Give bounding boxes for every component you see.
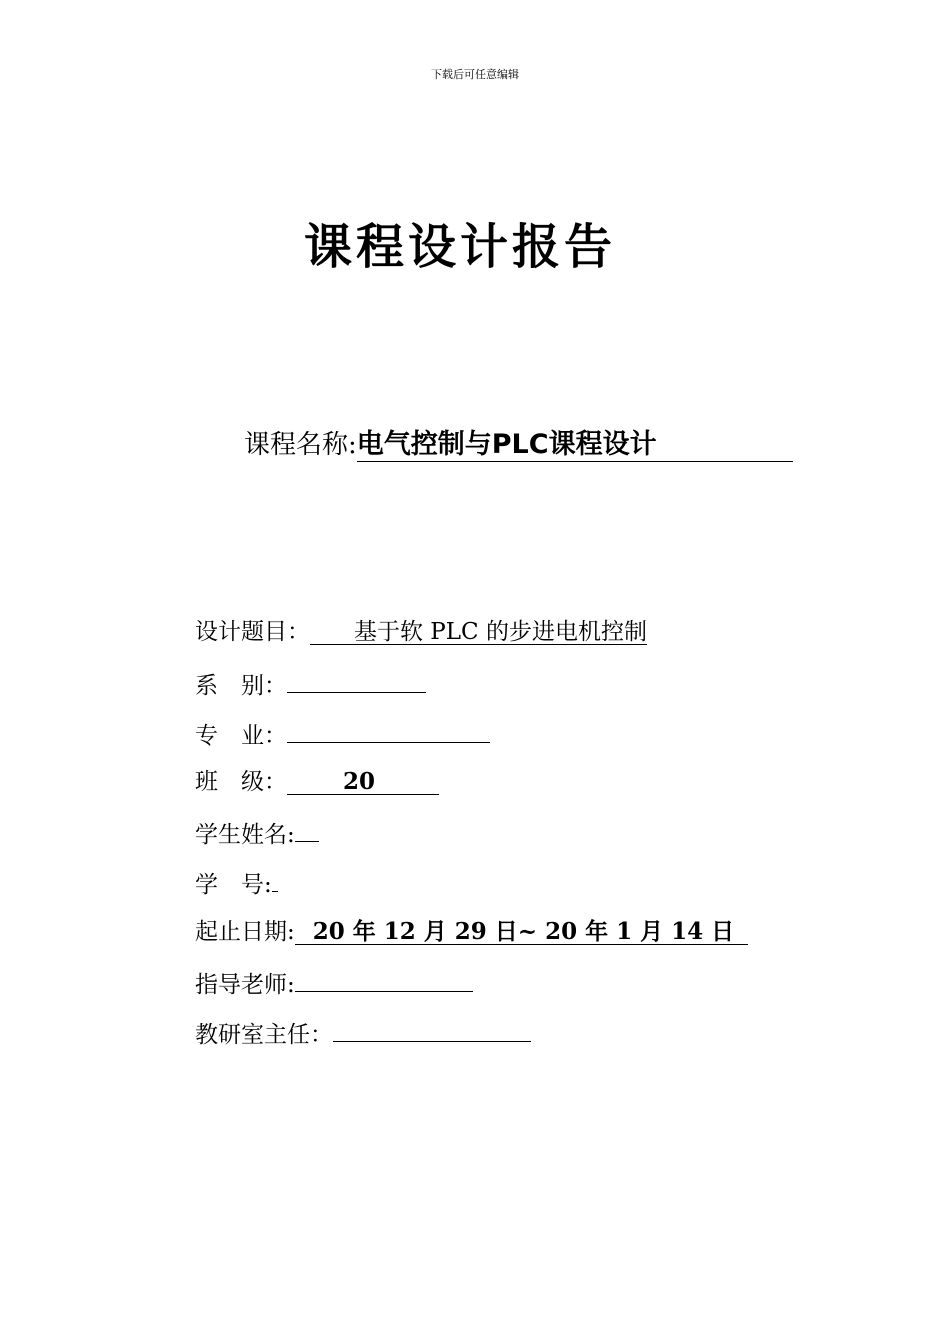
advisor-value [295, 967, 473, 992]
class-field [195, 767, 439, 797]
advisor-label: 指导老师: [195, 972, 295, 998]
major-label: 专 业： [195, 723, 287, 749]
report-title: 课程设计报告 [304, 219, 617, 275]
student-id-label: 学 号: [195, 872, 272, 898]
student-name-label: 学生姓名: [195, 822, 295, 848]
class-value: 20 [287, 770, 439, 795]
department-label: 系 别： [195, 673, 287, 699]
topic-value: 基于软 PLC 的步进电机控制 [310, 620, 647, 645]
course-name-value: 电气控制与PLC课程设计 [357, 422, 793, 462]
class-label: 班 级： [195, 769, 287, 795]
office-director-field [195, 1017, 531, 1050]
department-field [195, 668, 426, 701]
dates-value: 20 年 12 月 29 日~ 20 年 1 月 14 日 [295, 920, 748, 945]
topic-field [195, 617, 647, 647]
student-name-value [295, 817, 319, 842]
dates-label: 起止日期: [195, 919, 295, 945]
header-note: 下载后可任意编辑 [431, 68, 519, 81]
office-director-label: 教研室主任： [195, 1022, 333, 1048]
major-value [287, 718, 490, 743]
student-id-field [195, 867, 278, 900]
student-id-value [272, 867, 278, 892]
advisor-field [195, 967, 473, 1000]
dates-field [195, 917, 748, 947]
major-field [195, 718, 490, 751]
topic-label: 设计题目： [195, 619, 310, 645]
student-name-field [195, 817, 319, 850]
department-value [287, 668, 426, 693]
office-director-value [333, 1017, 531, 1042]
course-name-line [244, 422, 793, 462]
course-name-label: 课程名称: [244, 430, 357, 460]
